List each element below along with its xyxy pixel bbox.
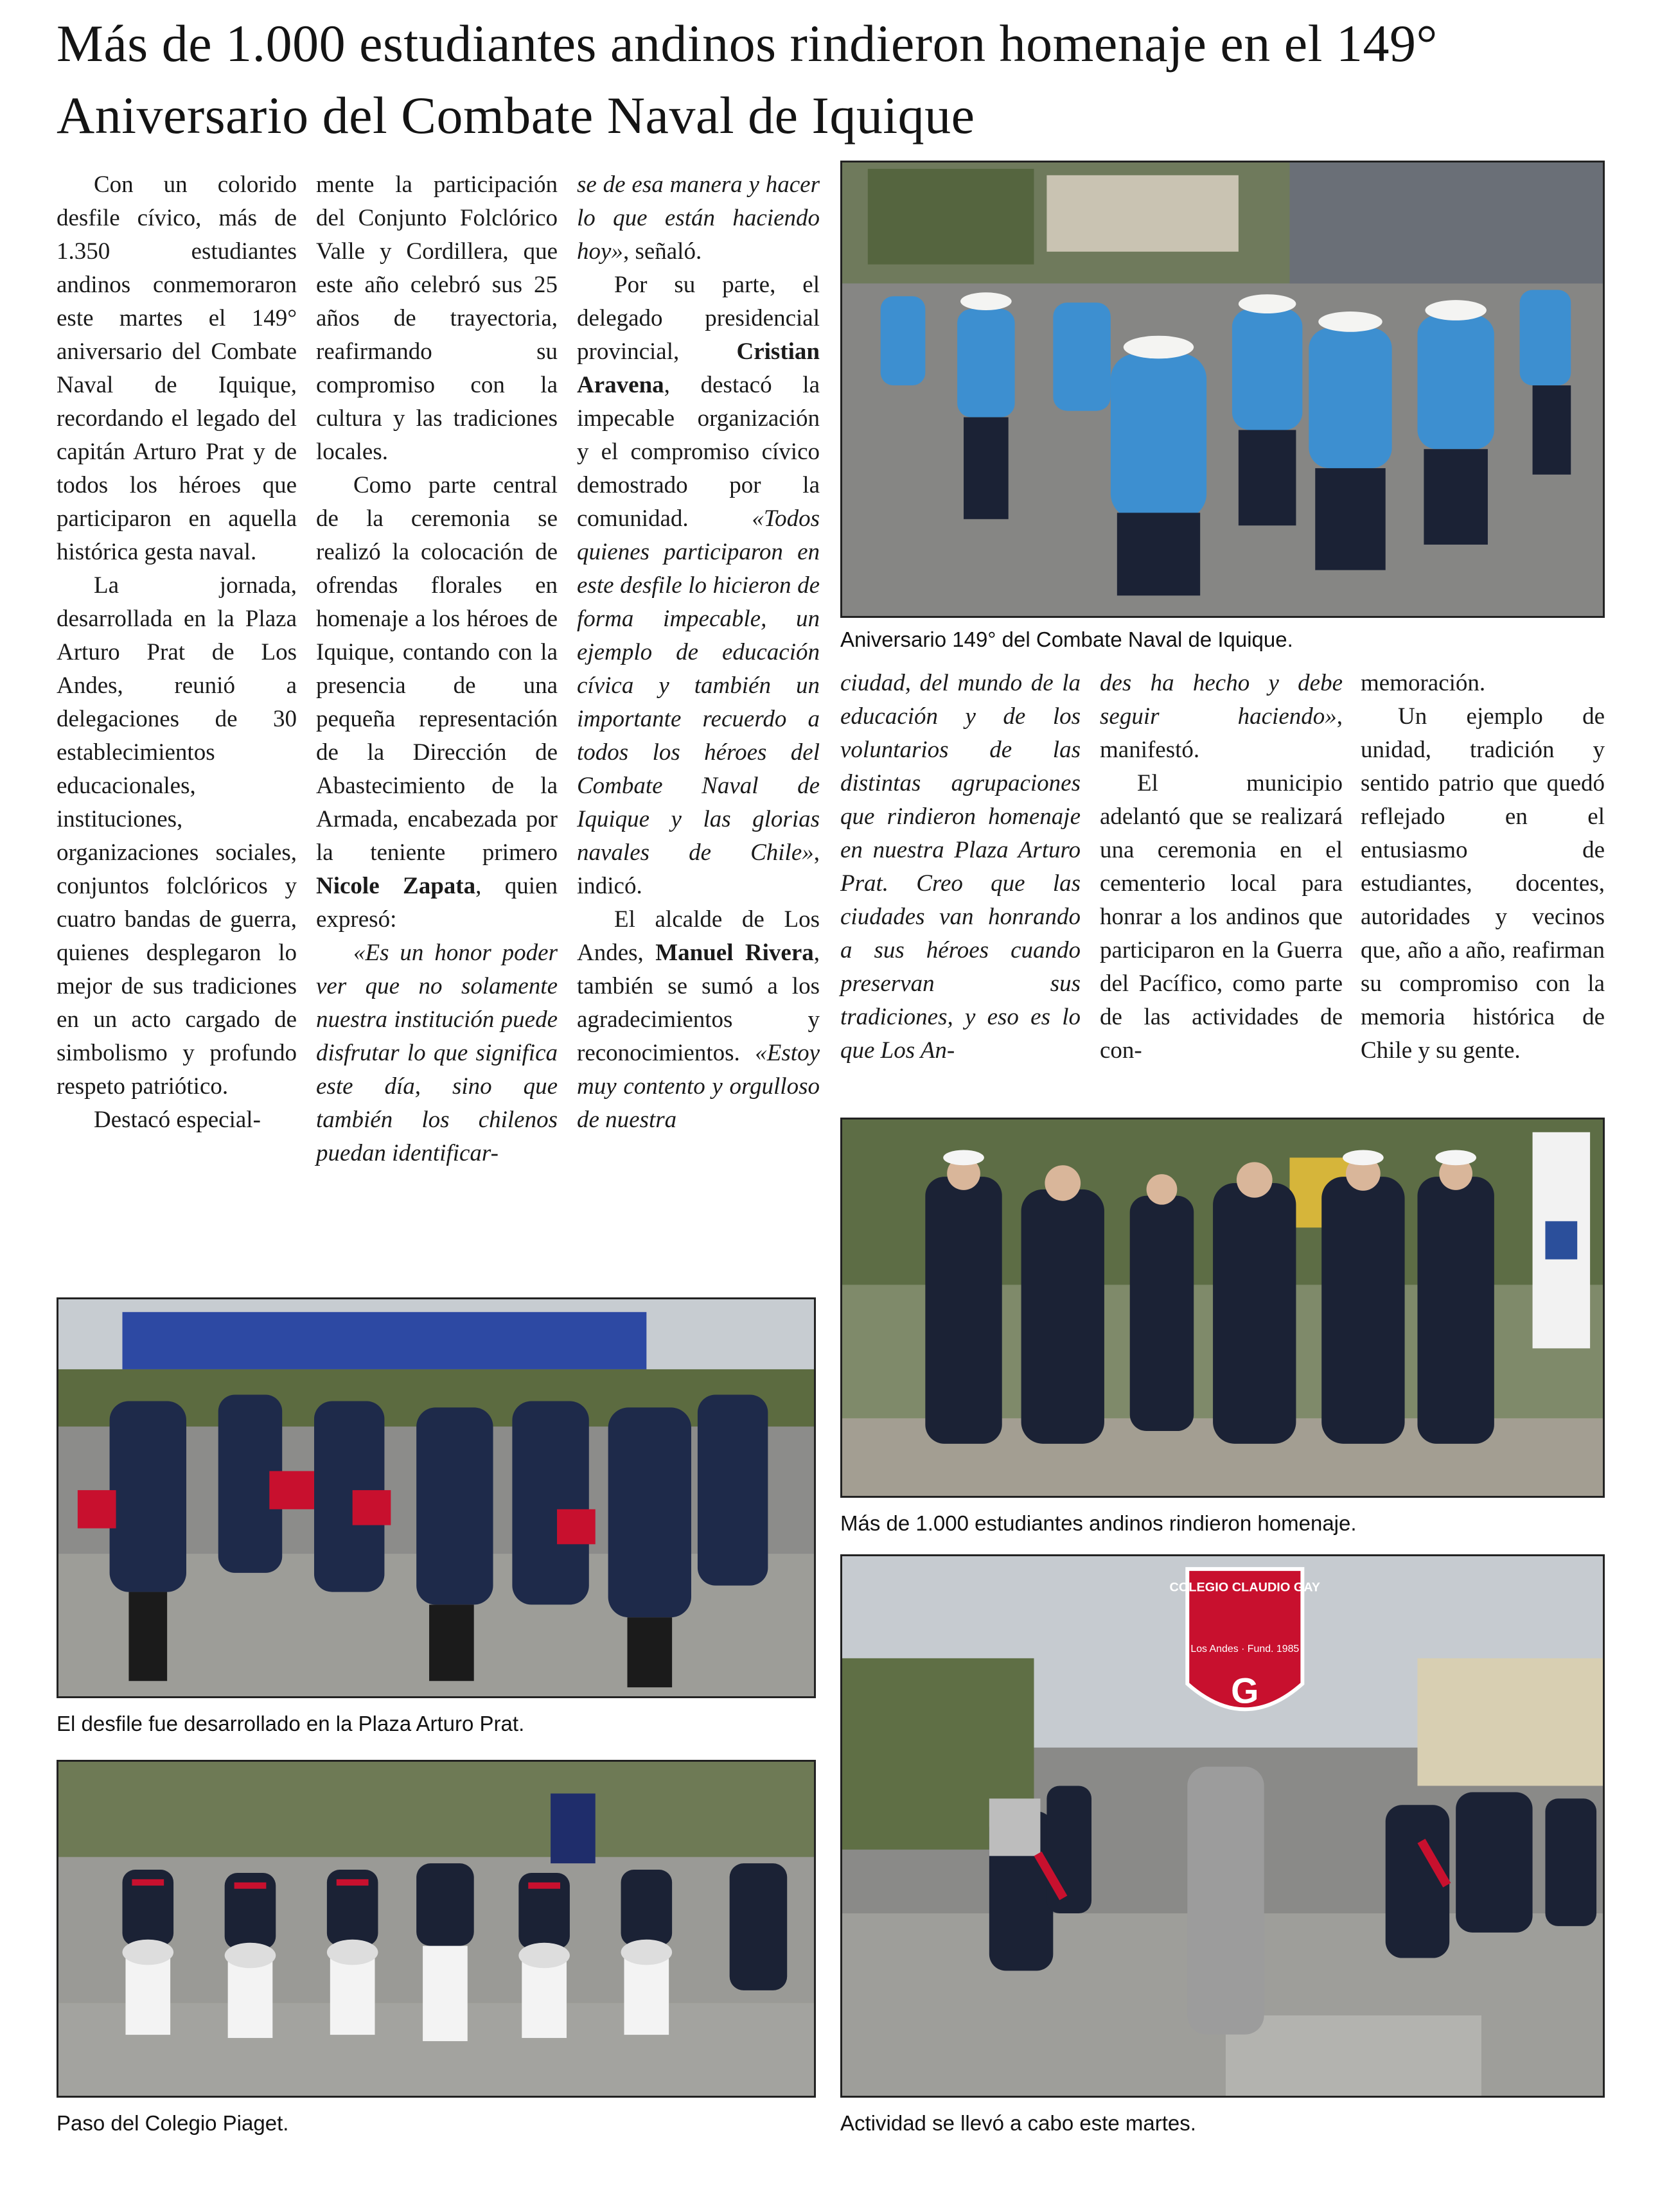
photo-colegio-piaget <box>57 1760 816 2098</box>
caption-photo-4: Paso del Colegio Piaget. <box>57 2111 289 2135</box>
photo-officers-group-image <box>842 1119 1603 1496</box>
banner-school-name: COLEGIO CLAUDIO GAY <box>1169 1580 1321 1595</box>
caption-photo-1: Aniversario 149° del Combate Naval de Iquique. <box>840 628 1293 651</box>
caption-photo-2: Más de 1.000 estudiantes andinos rindieron homenaje. <box>840 1511 1357 1535</box>
person-name: Nicole Zapata <box>316 873 476 899</box>
person-name: Cristian Aravena <box>577 338 820 398</box>
photo-colegio-claudio-gay <box>840 1554 1605 2098</box>
quote-text: des ha hecho y debe seguir haciendo» <box>1100 670 1343 730</box>
paragraph-text: , manifestó. <box>1100 703 1343 763</box>
paragraph-text: , también se sumó a los agradecimientos y reconocimientos. <box>577 940 820 1066</box>
banner-letter: G <box>1231 1671 1259 1711</box>
paragraph: Destacó especial- <box>94 1107 261 1133</box>
photo-officers-group <box>840 1118 1605 1498</box>
photo-students-marching <box>840 161 1605 618</box>
paragraph <box>577 168 820 268</box>
photo-band-marching <box>57 1297 816 1698</box>
headline: Más de 1.000 estudiantes andinos rindieron homenaje en el 149° Aniversario del Combate Naval de Iquique <box>57 14 1438 145</box>
paragraph <box>577 903 820 1137</box>
photo-colegio-claudio-gay-image <box>842 1556 1603 2096</box>
photo-students-marching-image <box>842 162 1603 616</box>
quote-text: «Todos quienes participaron en este desfile lo hicieron de forma impecable, un ejemplo de educación cívica y también un importante recuerdo a todos los héroes del Combate Naval de Iquique y las glorias navales de Chile» <box>577 505 820 866</box>
paragraph-text: , destacó la impecable organización y el compromiso cívico demostrado por la comunidad. <box>577 372 820 532</box>
article-column-1 <box>57 168 297 1137</box>
paragraph-text: El alcalde de Los Andes, <box>577 906 820 966</box>
photo-band-marching-image <box>58 1299 814 1696</box>
photo-colegio-piaget-image <box>58 1762 814 2096</box>
paragraph-text: Como parte central de la ceremonia se realizó la colocación de ofrendas florales en homenaje a los héroes de Iquique, contando con la presencia de una pequeña representación de la Dirección de Abastecimiento de la Armada, encabezada por la teniente primero <box>316 472 558 866</box>
caption-photo-3: El desfile fue desarrollado en la Plaza Arturo Prat. <box>57 1712 525 1735</box>
paragraph: Con un colorido desfile cívico, más de 1.350 estudiantes andinos conmemoraron este martes el 149° aniversario del Combate Naval de Iquique, recordando el legado del capitán Arturo Prat y de todos los héroes que participaron en aquella histórica gesta naval. <box>57 171 297 565</box>
paragraph: El municipio adelantó que se realizará una ceremonia en el cementerio local para honrar a los andinos que participaron en la Guerra del Pacífico, como parte de las actividades de con- <box>1100 770 1343 1064</box>
article-column-3 <box>577 168 820 1137</box>
paragraph-text: , quien expresó: <box>316 873 558 933</box>
article-column-2 <box>316 168 558 1170</box>
caption-photo-5: Actividad se llevó a cabo este martes. <box>840 2111 1196 2135</box>
paragraph-text: , señaló. <box>623 238 702 265</box>
paragraph <box>577 268 820 903</box>
quote <box>316 936 558 1170</box>
quote-text: ciudad, del mundo de la educación y de los voluntarios de las distintas agrupaciones que rindieron homenaje en nuestra Plaza Arturo Prat. Creo que las ciudades van honrando a sus héroes cuando preservan sus tradiciones, y eso es lo que Los An- <box>840 670 1081 1064</box>
paragraph <box>316 469 558 936</box>
article-column-5 <box>1100 667 1343 1067</box>
paragraph <box>1100 667 1343 767</box>
paragraph: Un ejemplo de unidad, tradición y sentido patrio que quedó reflejado en el entusiasmo de estudiantes, docentes, autoridades y vecinos que, año a año, reafirman su compromiso con la memoria histórica de Chile y su gente. <box>1361 703 1605 1064</box>
paragraph: mente la participación del Conjunto Folclórico Valle y Cordillera, que este año celebró sus 25 años de trayectoria, reafirmando su compromiso con la cultura y las tradiciones locales. <box>316 171 558 465</box>
paragraph: memoración. <box>1361 670 1486 696</box>
person-name: Manuel Rivera <box>655 940 814 966</box>
article-column-6 <box>1361 667 1605 1067</box>
paragraph: La jornada, desarrollada en la Plaza Arturo Prat de Los Andes, reunió a delegaciones de 30 establecimientos educacionales, instituciones, organizaciones sociales, conjuntos folclóricos y cuatro bandas de guerra, quienes desplegaron lo mejor de sus tradiciones en un acto cargado de simbolismo y profundo respeto patriótico. <box>57 572 297 1100</box>
paragraph-text: Por su parte, el delegado presidencial provincial, <box>577 272 820 365</box>
quote-text: «Es un honor poder ver que no solamente nuestra institución puede disfrutar lo que significa este día, sino que también los chilenos puedan identificar- <box>316 940 558 1166</box>
quote-text: «Estoy muy contento y orgulloso de nuestra <box>577 1040 820 1133</box>
paragraph-text: , indicó. <box>577 839 820 899</box>
banner-subtitle: Los Andes · Fund. 1985 <box>1190 1643 1300 1655</box>
quote <box>840 667 1081 1067</box>
quote-text: se de esa manera y hacer lo que están haciendo hoy» <box>577 171 820 265</box>
article-column-4 <box>840 667 1081 1067</box>
